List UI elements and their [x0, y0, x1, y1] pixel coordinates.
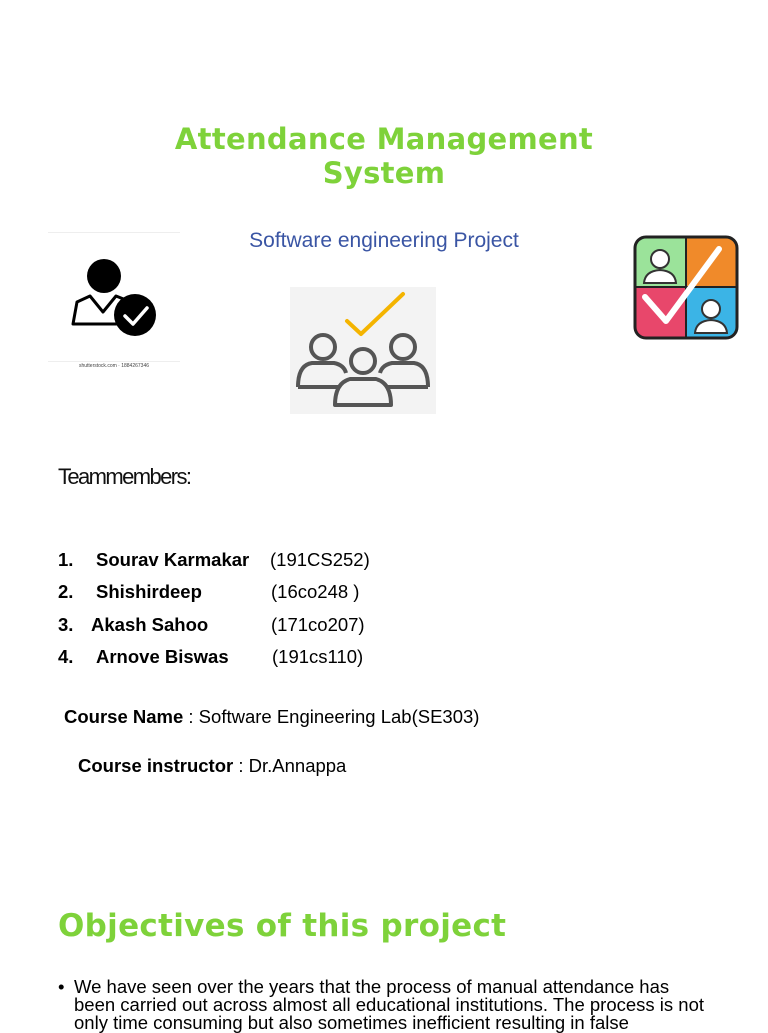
user-check-image	[48, 232, 180, 369]
course-instructor-label: Course instructor	[78, 755, 234, 776]
course-name-line	[64, 706, 479, 728]
member-number: 3.	[58, 614, 74, 635]
course-name-label: Course Name	[64, 706, 184, 727]
member-id: (16co248 )	[271, 581, 360, 602]
member-name: Arnove Biswas	[96, 646, 229, 667]
objective-text: We have seen over the years that the process of manual attendance has been carried out across almost all educational institutions. The process is not only time consuming but also sometimes inefficient resulting in false	[74, 976, 705, 1033]
attendance-app-image	[633, 235, 739, 340]
page-title	[0, 122, 768, 190]
title-line-2: System	[322, 156, 446, 190]
member-id: (191cs110)	[272, 646, 364, 667]
team-member-item	[58, 549, 458, 579]
team-member-item	[58, 614, 458, 644]
member-number: 4.	[58, 646, 74, 667]
title-line-1: Attendance Management	[174, 122, 594, 156]
team-member-item	[58, 581, 458, 611]
member-name: Shishirdeep	[96, 581, 202, 602]
course-instructor-value: : Dr.Annappa	[233, 755, 347, 776]
member-number: 1.	[58, 549, 74, 570]
user-check-icon	[48, 232, 180, 360]
team-member-item	[58, 646, 458, 676]
member-id: (191CS252)	[270, 549, 370, 570]
group-check-icon	[290, 287, 436, 414]
course-instructor-line	[78, 755, 346, 777]
page-subtitle: Software engineering Project	[249, 229, 519, 252]
bullet-dot: •	[58, 976, 65, 997]
team-members-label: Teammembers:	[58, 464, 191, 489]
image-watermark: shutterstock.com · 1884267346	[78, 363, 150, 369]
member-name: Akash Sahoo	[91, 614, 209, 635]
member-id: (171co207)	[271, 614, 365, 635]
course-name-value: : Software Engineering Lab(SE303)	[183, 706, 480, 727]
member-number: 2.	[58, 581, 74, 602]
group-check-image	[290, 287, 436, 414]
objectives-heading: Objectives of this project	[58, 908, 507, 944]
member-name: Sourav Karmakar	[96, 549, 250, 570]
attendance-app-icon	[633, 235, 739, 340]
